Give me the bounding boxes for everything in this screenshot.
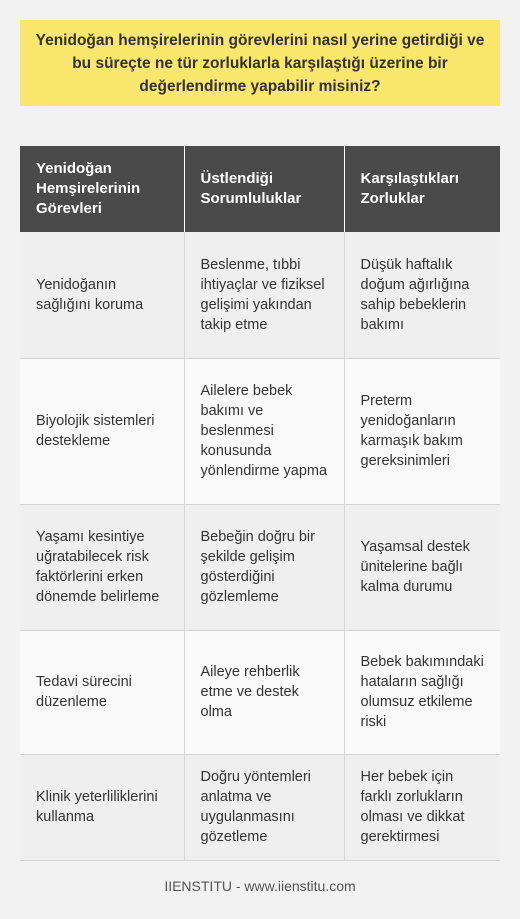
cell-duty: Biyolojik sistemleri destekleme <box>20 358 184 504</box>
table-row <box>20 754 500 860</box>
cell-duty: Yenidoğanın sağlığını koruma <box>20 232 184 358</box>
question-text: Yenidoğan hemşirelerinin görevlerini nasıl yerine getirdiği ve bu süreçte ne tür zorluklarla karşılaştığı üzerine bir değerlendirme yapabilir misiniz? <box>35 31 485 95</box>
cell-responsibility: Bebeğin doğru bir şekilde gelişim gösterdiğini gözlemleme <box>184 504 344 630</box>
header-responsibilities: Üstlendiği Sorumluluklar <box>184 146 344 232</box>
cell-responsibility: Beslenme, tıbbi ihtiyaçlar ve fiziksel gelişimi yakından takip etme <box>184 232 344 358</box>
table-row <box>20 504 500 630</box>
cell-duty: Yaşamı kesintiye uğratabilecek risk faktörlerini erken dönemde belirleme <box>20 504 184 630</box>
cell-challenge: Bebek bakımındaki hataların sağlığı olumsuz etkileme riski <box>344 630 500 754</box>
comparison-table <box>20 146 500 861</box>
table-row <box>20 358 500 504</box>
cell-responsibility: Ailelere bebek bakımı ve beslenmesi konusunda yönlendirme yapma <box>184 358 344 504</box>
question-banner <box>20 20 500 106</box>
table-header-row <box>20 146 500 232</box>
cell-challenge: Yaşamsal destek ünitelerine bağlı kalma durumu <box>344 504 500 630</box>
header-duties: Yenidoğan Hemşirelerinin Görevleri <box>20 146 184 232</box>
header-challenges: Karşılaştıkları Zorluklar <box>344 146 500 232</box>
footer-credit: IIENSTITU - www.iienstitu.com <box>164 878 356 894</box>
cell-responsibility: Aileye rehberlik etme ve destek olma <box>184 630 344 754</box>
cell-responsibility: Doğru yöntemleri anlatma ve uygulanmasını gözetleme <box>184 754 344 860</box>
cell-challenge: Düşük haftalık doğum ağırlığına sahip bebeklerin bakımı <box>344 232 500 358</box>
cell-challenge: Her bebek için farklı zorlukların olması ve dikkat gerektirmesi <box>344 754 500 860</box>
cell-challenge: Preterm yenidoğanların karmaşık bakım gereksinimleri <box>344 358 500 504</box>
table-row <box>20 232 500 358</box>
cell-duty: Tedavi sürecini düzenleme <box>20 630 184 754</box>
cell-duty: Klinik yeterliliklerini kullanma <box>20 754 184 860</box>
table-row <box>20 630 500 754</box>
